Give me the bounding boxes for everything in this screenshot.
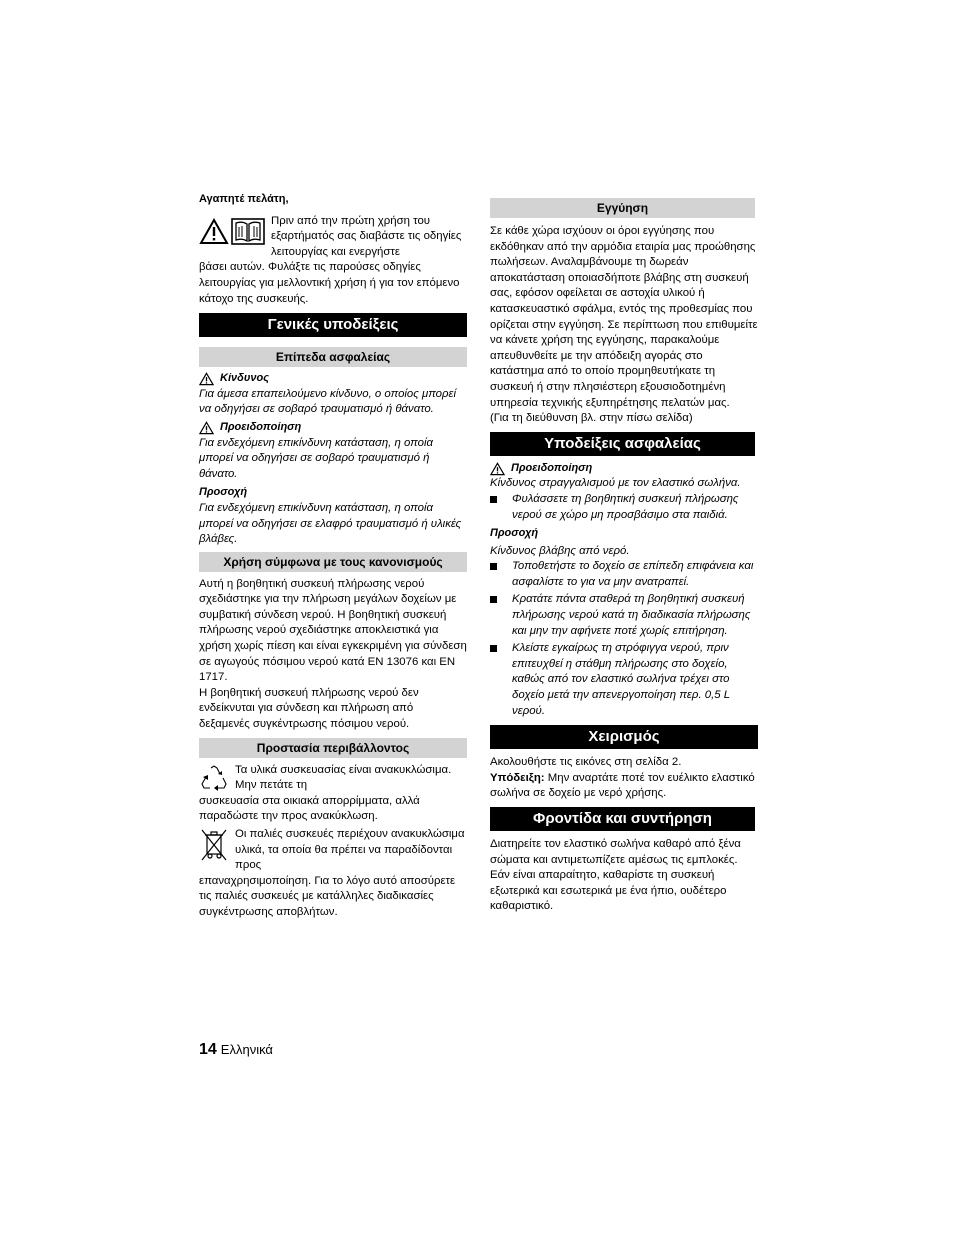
general-heading: Γενικές υποδείξεις bbox=[199, 313, 467, 337]
intro-text-first: Πριν από την πρώτη χρήση του εξαρτήματός σας διαβάστε τις οδηγίες λειτουργίας και ενεργήστε bbox=[271, 214, 462, 258]
crossed-out-bin-icon bbox=[199, 827, 229, 863]
recycle-block bbox=[199, 763, 467, 794]
environment-heading: Προστασία περιβάλλοντος bbox=[199, 738, 467, 758]
list-item bbox=[490, 592, 758, 639]
warning-triangle-icon bbox=[199, 421, 214, 435]
warning-text: Για ενδεχόμενη επικίνδυνη κατάσταση, η οποία μπορεί να οδηγήσει σε σοβαρό τραυματισμό ή θάνατο. bbox=[199, 436, 433, 480]
left-column bbox=[199, 192, 467, 921]
disposal-text-rest: επαναχρησιμοποίηση. Για το λόγο αυτό αποσύρετε τις παλιές συσκευές με κατάλληλες διαδικασίες συγκέντρωσης αποβλήτων. bbox=[199, 874, 456, 918]
intro-block bbox=[199, 214, 467, 261]
page-footer bbox=[199, 1041, 273, 1059]
care-text-1: Διατηρείτε τον ελαστικό σωλήνα καθαρό από ξένα σώματα και αντιμετωπίζετε αμέσως τις εμπλοκές. bbox=[490, 838, 741, 866]
intro-text-rest: βάσει αυτών. Φυλάξτε τις παρούσες οδηγίες λειτουργίας για μελλοντική χρήση ή για τον επόμενο κάτοχο της συσκευής. bbox=[199, 261, 460, 305]
disposal-block bbox=[199, 827, 467, 874]
bullet-square-icon bbox=[490, 563, 497, 570]
operation-note bbox=[490, 771, 758, 802]
recycle-text-first: Τα υλικά συσκευασίας είναι ανακυκλώσιμα. Μην πετάτε τη bbox=[235, 763, 452, 792]
page-language: Ελληνικά bbox=[220, 1042, 273, 1057]
manual-book-icon bbox=[231, 218, 265, 245]
intro-icons bbox=[199, 218, 265, 261]
safety-warning-heading bbox=[490, 461, 758, 477]
operation-note-label: Υπόδειξη: bbox=[490, 771, 545, 784]
warranty-note: (Για τη διεύθυνση βλ. στην πίσω σελίδα) bbox=[490, 412, 693, 425]
warning-triangle-icon bbox=[199, 372, 214, 386]
list-item bbox=[490, 492, 758, 523]
warranty-heading: Εγγύηση bbox=[490, 198, 755, 218]
warning-triangle-icon bbox=[490, 462, 505, 476]
use-heading: Χρήση σύμφωνα με τους κανονισμούς bbox=[199, 552, 467, 572]
recycle-text-rest: συσκευασία στα οικιακά απορρίμματα, αλλά παραδώστε την προς ανακύκλωση. bbox=[199, 794, 420, 823]
bullet-text: Κρατάτε πάντα σταθερά τη βοηθητική συσκευή πλήρωσης νερού κατά τη διαδικασία πλήρωσης και μην την αφήνετε ποτέ χωρίς επιτήρηση. bbox=[512, 593, 751, 637]
danger-text: Για άμεσα επαπειλούμενο κίνδυνο, ο οποίος μπορεί να οδηγήσει σε σοβαρό τραυματισμό ή θάνατο. bbox=[199, 387, 457, 416]
greeting: Αγαπητέ πελάτη, bbox=[199, 193, 289, 205]
bullet-text: Φυλάσσετε τη βοηθητική συσκευή πλήρωσης νερού σε χώρο μη προσβάσιμο στα παιδιά. bbox=[512, 492, 739, 521]
list-item bbox=[490, 641, 758, 719]
warning-heading bbox=[199, 420, 467, 436]
caution-label: Προσοχή bbox=[199, 486, 248, 499]
levels-heading: Επίπεδα ασφαλείας bbox=[199, 347, 467, 367]
warning-triangle-icon bbox=[199, 218, 229, 245]
recycling-icon bbox=[199, 763, 229, 793]
right-column bbox=[490, 198, 758, 915]
safety-heading: Υποδείξεις ασφαλείας bbox=[490, 432, 755, 456]
caution-text: Για ενδεχόμενη επικίνδυνη κατάσταση, η οποία μπορεί να οδηγήσει σε ελαφρό τραυματισμό ή υλικές βλάβες. bbox=[199, 501, 462, 546]
bullet-text: Κλείστε εγκαίρως τη στρόφιγγα νερού, πριν επιτευχθεί η στάθμη πλήρωσης στο δοχείο, καθώς από τον ελαστικό σωλήνα τρέχει στο δοχείο μετά την απενεργοποίηση περ. 0,5 L νερού. bbox=[512, 642, 730, 717]
operation-heading: Χειρισμός bbox=[490, 725, 758, 749]
safety-caution-label: Προσοχή bbox=[490, 527, 539, 540]
operation-note-text: Μην αναρτάτε ποτέ τον ευέλικτο ελαστικό σωλήνα σε δοχείο με νερό χρήσης. bbox=[490, 771, 755, 800]
page-number: 14 bbox=[199, 1041, 217, 1058]
care-text-2: Εάν είναι απαραίτητο, καθαρίστε τη συσκευή εξωτερικά και εσωτερικά με ένα ήπιο, ουδέτερο καθαριστικό. bbox=[490, 869, 727, 913]
safety-warning-label: Προειδοποίηση bbox=[511, 461, 593, 474]
warranty-text: Σε κάθε χώρα ισχύουν οι όροι εγγύησης που εκδόθηκαν από την αρμόδια εταιρία μας προώθησης πωλήσεων. Αναλαμβάνουμε τη δωρεάν αποκατάσταση οποιασδήποτε βλάβης στη συσκευή σας, εφόσον οφείλεται σε αστοχία υλικού ή κατασκευαστικό σφάλμα, εντός της προθεσμίας που ορίζεται στην εγγύηση. Σε περίπτωση που επιθυμείτε να κάνετε χρήση της εγγύησης, παρακαλούμε απευθυνθείτε με την απόδειξη αγοράς στο κατάστημα από το οποίο προμηθευτήκατε τη συσκευή ή στην πλησιέστερη εξουσιοδοτημένη υπηρεσία τεχνικής εξυπηρέτησης πελατών μας. bbox=[490, 225, 758, 409]
list-item bbox=[490, 559, 758, 590]
safety-warning-text: Κίνδυνος στραγγαλισμού με τον ελαστικό σωλήνα. bbox=[490, 477, 741, 490]
bullet-square-icon bbox=[490, 496, 497, 503]
danger-label: Κίνδυνος bbox=[220, 372, 270, 385]
use-text-1: Αυτή η βοηθητική συσκευή πλήρωσης νερού σχεδιάστηκε για την πλήρωση μεγάλων δοχείων με συμβατική σύνδεση νερού. Η βοηθητική συσκευή πλήρωσης νερού σχεδιάστηκε αποκλειστικά για χρήση χωρίς πίεση και είναι εγκεκριμένη για σύνδεση σε αγωγούς πόσιμου νερού κατά EN 13076 και EN 1717. bbox=[199, 577, 467, 684]
care-heading: Φροντίδα και συντήρηση bbox=[490, 807, 755, 831]
danger-heading bbox=[199, 371, 467, 387]
bullet-text: Τοποθετήστε το δοχείο σε επίπεδη επιφάνεια και ασφαλίστε το για να μην ανατραπεί. bbox=[512, 560, 754, 588]
use-text-2: Η βοηθητική συσκευή πλήρωσης νερού δεν ενδείκνυται για σύνδεση και πλήρωση από δεξαμενές συγκέντρωσης πόσιμου νερού. bbox=[199, 686, 419, 731]
disposal-text-first: Οι παλιές συσκευές περιέχουν ανακυκλώσιμα υλικά, τα οποία θα πρέπει να παραδίδονται προς bbox=[235, 828, 465, 872]
warning-label: Προειδοποίηση bbox=[220, 420, 302, 433]
safety-caution-text: Κίνδυνος βλάβης από νερό. bbox=[490, 544, 630, 557]
bullet-square-icon bbox=[490, 596, 497, 603]
operation-text: Ακολουθήστε τις εικόνες στη σελίδα 2. bbox=[490, 756, 682, 769]
bullet-square-icon bbox=[490, 645, 497, 652]
